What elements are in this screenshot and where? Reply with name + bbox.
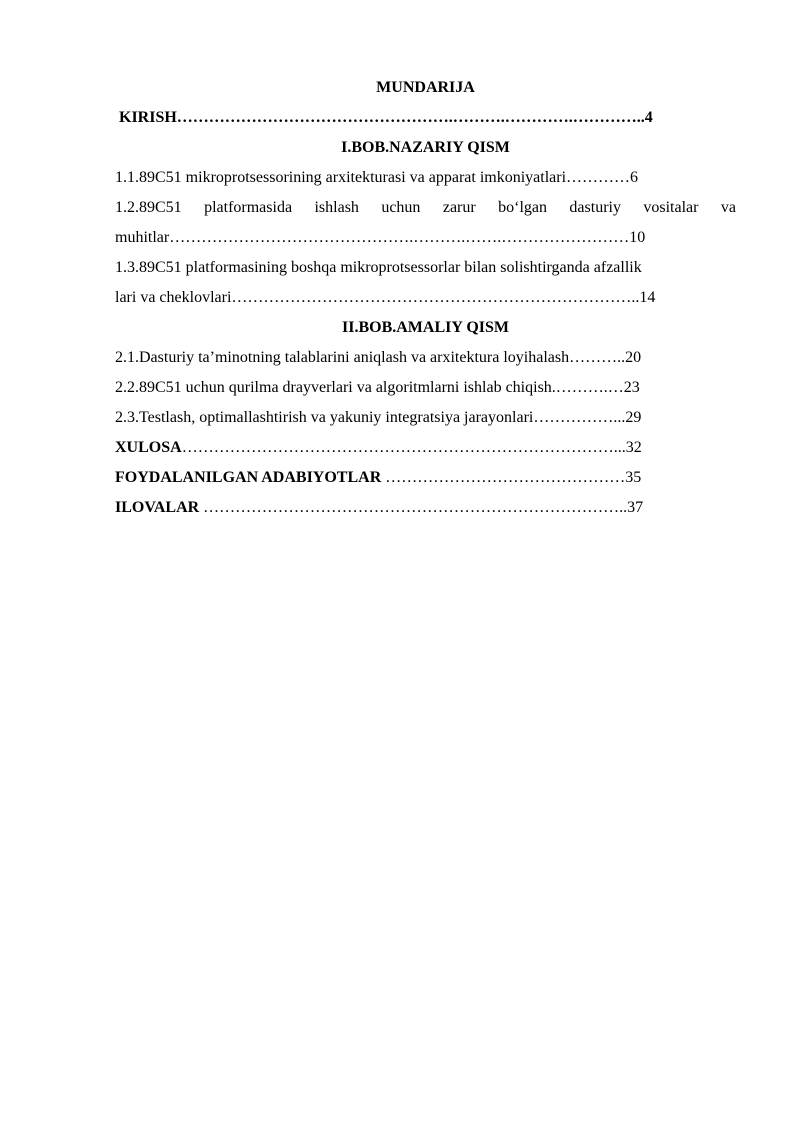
toc-entry-2-2: 2.2.89C51 uchun qurilma drayverlari va algoritmlarni ishlab chiqish.……….…23 xyxy=(115,379,640,396)
toc-entry-dots: ………………………………………35 xyxy=(381,469,642,486)
toc-entry-dots: ………………………………………………………………………...32 xyxy=(181,439,642,456)
toc-entry-ilovalar xyxy=(115,493,736,523)
section-heading-2: II.BOB.AMALIY QISM xyxy=(342,319,509,336)
toc-entry-xulosa xyxy=(115,433,736,463)
toc-entry-kirish xyxy=(115,103,736,133)
toc-entry-text: KIRISH…………………………………………….……….………….…………..4 xyxy=(119,109,653,126)
toc-entry-2-1: 2.1.Dasturiy ta’minotning talablarini aniqlash va arxitektura loyihalash………..20 xyxy=(115,349,642,366)
toc-entry-1-2-line1: 1.2.89C51 platformasida ishlash uchun zarur boʻlgan dasturiy vositalar va xyxy=(115,199,736,216)
toc-entry-2-3: 2.3.Testlash, optimallashtirish va yakuniy integratsiya jarayonlari……………...29 xyxy=(115,409,642,426)
toc-entry-1-3-line1: 1.3.89C51 platformasining boshqa mikroprotsessorlar bilan solishtirganda afzallik xyxy=(115,259,642,276)
page-title: MUNDARIJA xyxy=(376,79,475,96)
table-of-contents xyxy=(115,75,736,523)
toc-entry-label: ILOVALAR xyxy=(115,499,200,516)
toc-entry-foydalanilgan xyxy=(115,463,736,493)
toc-entry-label: FOYDALANILGAN ADABIYOTLAR xyxy=(115,469,382,486)
toc-entry-1-1: 1.1.89C51 mikroprotsessorining arxitekturasi va apparat imkoniyatlari…………6 xyxy=(115,169,639,186)
section-heading-1: I.BOB.NAZARIY QISM xyxy=(341,139,510,156)
toc-entry-label: XULOSA xyxy=(115,439,182,456)
toc-entry-1-3-line2: lari va cheklovlari…………………………………………………………………..14 xyxy=(115,289,656,306)
toc-entry-dots: ……………………………………………………………………..37 xyxy=(199,499,644,516)
toc-entry-1-2-line2: muhitlar……………………………………….……….…….……………………10 xyxy=(115,229,646,246)
